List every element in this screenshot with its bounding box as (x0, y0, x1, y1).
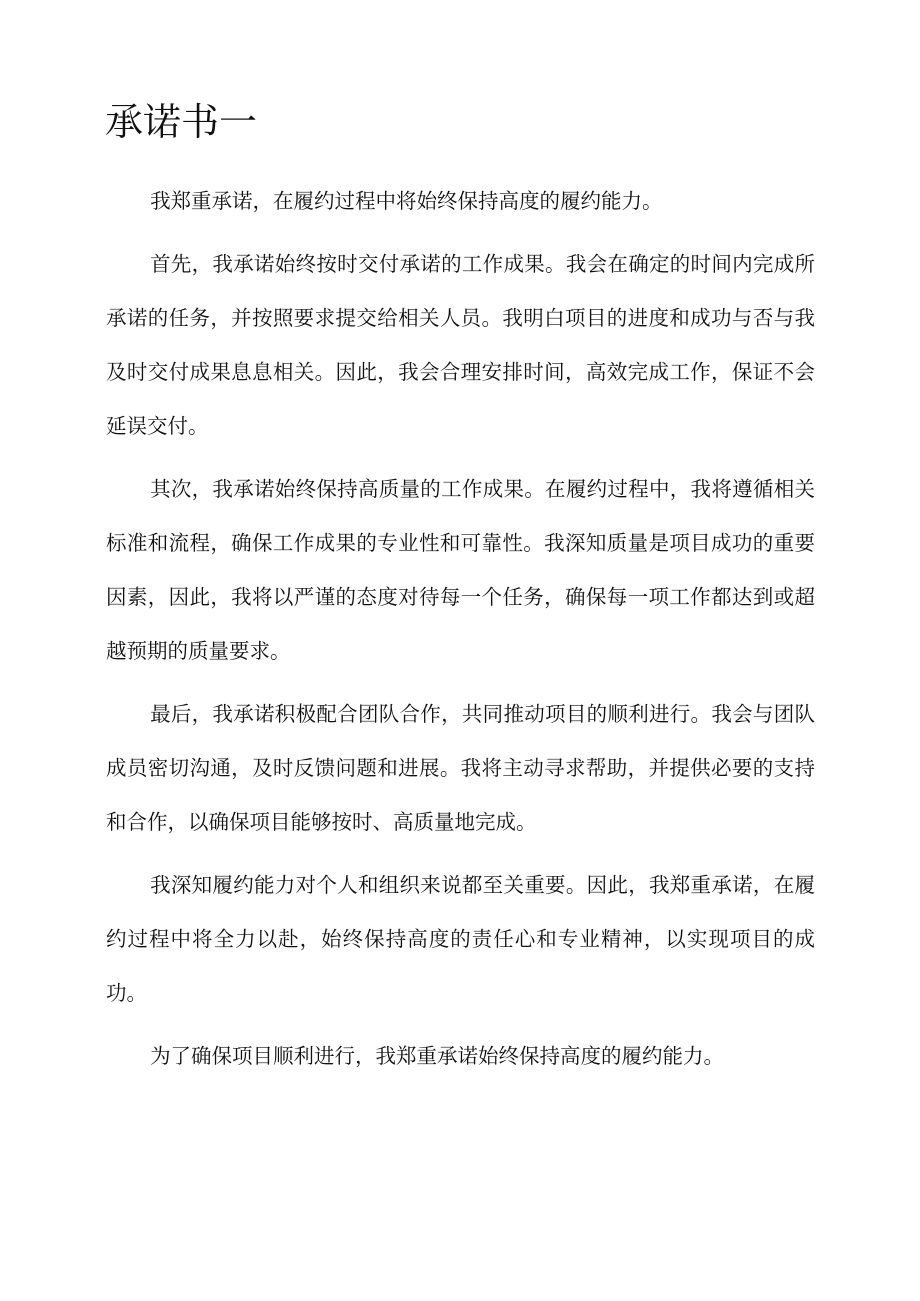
document-body (106, 174, 815, 1092)
paragraph-teamwork: 最后，我承诺积极配合团队合作，共同推动项目的顺利进行。我会与团队成员密切沟通，及时反馈问题和进展。我将主动寻求帮助，并提供必要的支持和合作，以确保项目能够按时、高质量地完成。 (106, 702, 815, 834)
paragraph-closing: 为了确保项目顺利进行，我郑重承诺始终保持高度的履约能力。 (150, 1044, 725, 1068)
paragraph-timely-delivery: 首先，我承诺始终按时交付承诺的工作成果。我会在确定的时间内完成所承诺的任务，并按照要求提交给相关人员。我明白项目的进度和成功与否与我及时交付成果息息相关。因此，我会合理安排时间，高效完成工作，保证不会延误交付。 (106, 252, 815, 438)
document-title: 承诺书一 (105, 100, 258, 144)
paragraph-commitment: 我深知履约能力对个人和组织来说都至关重要。因此，我郑重承诺，在履约过程中将全力以赴，始终保持高度的责任心和专业精神，以实现项目的成功。 (106, 873, 815, 1005)
paragraph-opening: 我郑重承诺，在履约过程中将始终保持高度的履约能力。 (150, 189, 663, 213)
paragraph-quality: 其次，我承诺始终保持高质量的工作成果。在履约过程中，我将遵循相关标准和流程，确保工作成果的专业性和可靠性。我深知质量是项目成功的重要因素，因此，我将以严谨的态度对待每一个任务，确保每一项工作都达到或超越预期的质量要求。 (106, 477, 815, 663)
